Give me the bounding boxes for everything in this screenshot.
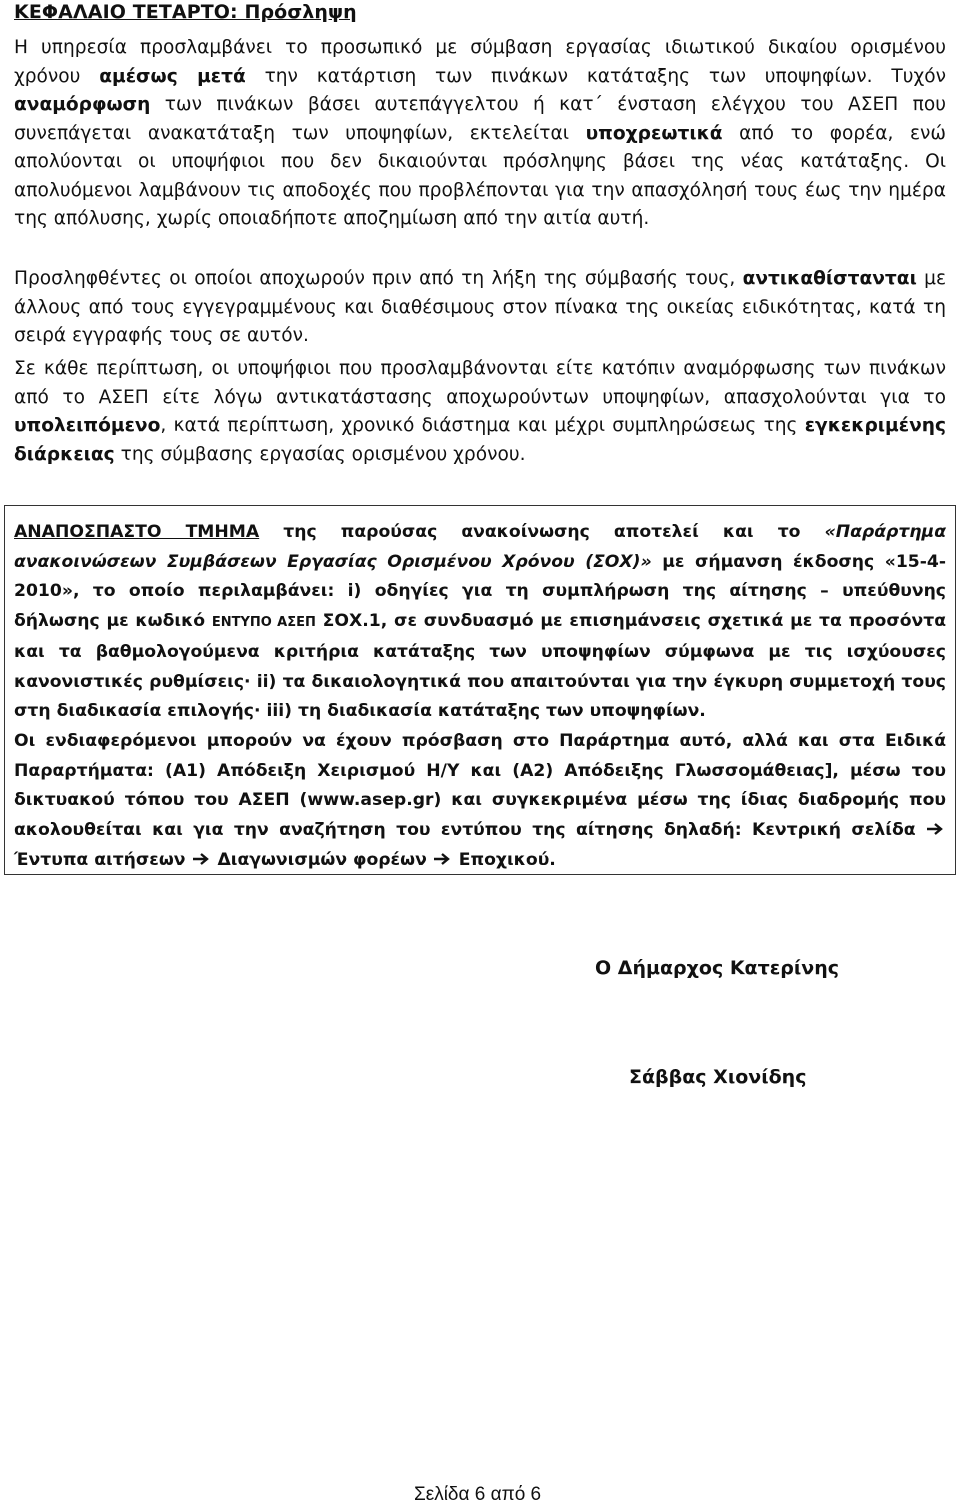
page-number: Σελίδα 6 από 6	[414, 1484, 542, 1505]
arrow-right-icon	[192, 852, 212, 866]
paragraph-recruitment	[14, 34, 946, 234]
text-run: Σε κάθε περίπτωση, οι υποψήφιοι που προσλαμβάνονται είτε κατόπιν αναμόρφωσης των πινάκων από το ΑΣΕΠ είτε λόγω αντικατάστασης αποχωρούντων υποψηφίων, απασχολούνται για το	[14, 358, 946, 408]
emphasis-text: εγκεκριμένης διάρκειας	[14, 415, 946, 465]
text-run: την κατάρτιση των πινάκων κατάταξης των υποψηφίων. Τυχόν	[245, 65, 947, 87]
paragraph-replacement	[14, 265, 946, 351]
nav-step: Διαγωνισμών φορέων	[217, 849, 427, 870]
arrow-right-icon	[433, 852, 453, 866]
emphasis-text: αντικαθίστανται	[742, 268, 917, 289]
emphasis-text: αναμόρφωση	[14, 94, 151, 115]
annex-notice-text	[14, 518, 946, 875]
signatory-name: Σάββας Χιονίδης	[629, 1066, 807, 1088]
chapter-heading: ΚΕΦΑΛΑΙΟ ΤΕΤΑΡΤΟ: Πρόσληψη	[14, 1, 357, 23]
arrow-right-icon	[926, 822, 946, 836]
text-run: Η υπηρεσία προσλαμβάνει το προσωπικό με σύμβαση εργασίας ιδιωτικού δικαίου ορισμένου χρόνου	[14, 37, 946, 87]
text-run: της παρούσας ανακοίνωσης αποτελεί και το	[259, 522, 825, 542]
signatory-title: Ο Δήμαρχος Κατερίνης	[595, 957, 840, 979]
nav-step: Εποχικού.	[458, 849, 556, 870]
text-run: ΣΟΧ.1, σε συνδυασμό με επισημάνσεις σχετικά με τα προσόντα και τα βαθμολογούμενα κριτήρια κατάταξης των υποψηφίων σύμφωνα με τις ισχύουσες κανονιστικές ρυθμίσεις· ii) τα δικαιολογητικά που απαιτούνται για την έγκυρη συμμετοχή τους στη διαδικασία επιλογής· iii) τη διαδικασία κατάταξης των υποψηφίων.	[14, 611, 946, 722]
text-run: με σήμανση έκδοσης «15-4-2010», το οποίο περιλαμβάνει: i) οδηγίες για τη συμπλήρωση της αίτησης – υπεύθυνης δήλωσης με κωδικό	[14, 551, 946, 632]
emphasis-text: υποχρεωτικά	[585, 122, 723, 144]
text-run: Οι ενδιαφερόμενοι μπορούν να έχουν πρόσβαση στο Παράρτημα αυτό, αλλά και στα Ειδικά Παραρτήματα: (Α1) Απόδειξη Χειρισμού Η/Υ και (Α2) Απόδειξης Γλωσσομάθειας], μέσω του δικτυακού τόπου του ΑΣΕΠ (www.asep.gr) και συγκεκριμένα μέσω της ίδιας διαδρομής που ακολουθείται και για την αναζήτηση του εντύπου της αίτησης δηλαδή: Κεντρική σελίδα	[14, 730, 946, 841]
emphasis-text: αμέσως μετά	[99, 65, 246, 87]
paragraph-duration	[14, 355, 946, 469]
text-run: με άλλους από τους εγγεγραμμένους και διαθέσιμους στον πίνακα της οικείας ειδικότητας, κατά τη σειρά εγγραφής τους σε αυτόν.	[14, 268, 946, 346]
text-run: , κατά περίπτωση, χρονικό διάστημα και μέχρι συμπληρώσεως της	[160, 415, 805, 436]
text-run: των πινάκων βάσει αυτεπάγγελτου ή κατ΄ ένσταση ελέγχου του ΑΣΕΠ που συνεπάγεται ανακατάταξη των υποψηφίων, εκτελείται	[14, 94, 946, 144]
annex-name: «Παράρτημα ανακοινώσεων Συμβάσεων Εργασίας Ορισμένου Χρόνου (ΣΟΧ)»	[14, 522, 946, 572]
text-run: της σύμβασης εργασίας ορισμένου χρόνου.	[114, 443, 526, 465]
form-code: ΕΝΤΥΠΟ ΑΣΕΠ	[211, 615, 316, 631]
text-run: από το φορέα, ενώ απολύονται οι υποψήφιοι που δεν δικαιούνται πρόσληψης βάσει της νέας κατάταξης. Οι απολυόμενοι λαμβάνουν τις αποδοχές που προβλέπονται για την απασχόλησή τους έως την ημέρα της απόλυσης, χωρίς οποιαδήποτε αποζημίωση από την αιτία αυτή.	[14, 122, 946, 229]
annex-title: ΑΝΑΠΟΣΠΑΣΤΟ ΤΜΗΜΑ	[14, 522, 260, 542]
text-run: Προσληφθέντες οι οποίοι αποχωρούν πριν από τη λήξη της σύμβασής τους,	[14, 268, 743, 289]
nav-step: Έντυπα αιτήσεων	[14, 849, 186, 870]
emphasis-text: υπολειπόμενο	[14, 415, 161, 436]
